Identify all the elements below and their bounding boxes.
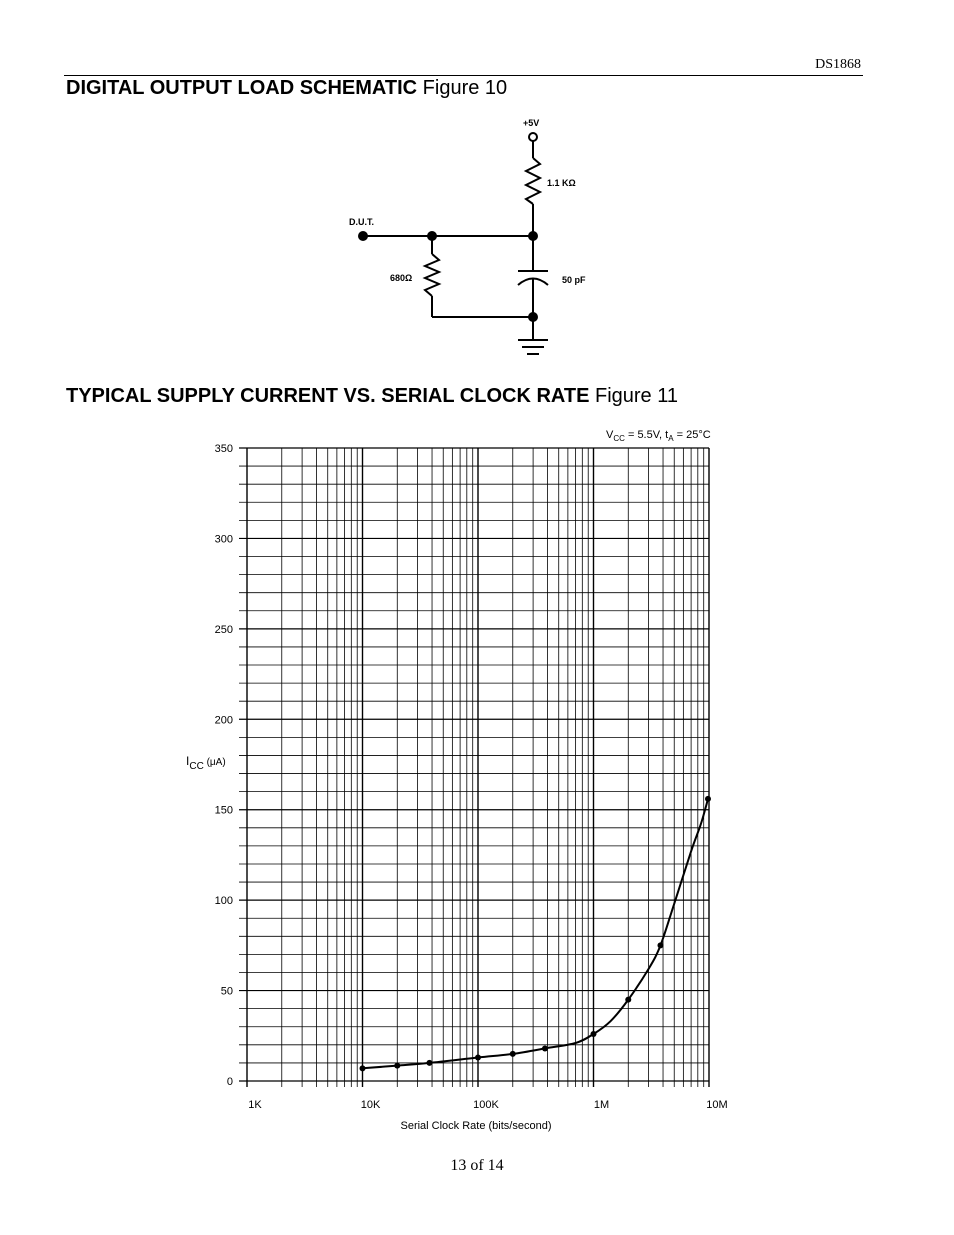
- y-tick-label: 200: [214, 714, 233, 727]
- y-tick-label: 300: [214, 533, 233, 546]
- x-tick-label: 10M: [706, 1099, 728, 1111]
- data-point: [625, 997, 631, 1003]
- document-id: DS1868: [815, 57, 861, 72]
- y-tick-label: 100: [214, 895, 233, 908]
- figure11-heading: [66, 385, 678, 408]
- data-point: [542, 1045, 548, 1051]
- figure10-title: DIGITAL OUTPUT LOAD SCHEMATIC: [66, 77, 418, 99]
- supply-label: +5V: [523, 118, 540, 128]
- y-axis-label: $I_{CC}$ $^{(\mu A)}$: [186, 754, 226, 772]
- data-point: [705, 796, 711, 802]
- x-tick-labels: [248, 1099, 727, 1111]
- y-tick-label: 250: [214, 623, 233, 636]
- series-curve: [363, 799, 709, 1068]
- chart-grid: [239, 448, 709, 1087]
- data-point: [475, 1054, 481, 1060]
- y-tick-label: 0: [226, 1076, 233, 1088]
- y-tick-label: 150: [214, 804, 233, 817]
- supply-current-chart: [180, 422, 740, 1142]
- x-tick-label: 1K: [248, 1099, 262, 1111]
- figure11-title: TYPICAL SUPPLY CURRENT VS. SERIAL CLOCK RATE: [66, 385, 590, 407]
- y-tick-label: 350: [214, 443, 233, 455]
- x-axis-label: Serial Clock Rate (bits/second): [400, 1120, 552, 1132]
- y-tick-label: 50: [220, 985, 233, 998]
- header-rule: [64, 75, 863, 76]
- condition-label: $V_{CC} = 5.5V$, $t_A = 25^\circ C$: [606, 429, 711, 443]
- page-number: 13 of 14: [450, 1157, 504, 1174]
- resistor-680: [425, 254, 439, 296]
- data-point: [394, 1063, 400, 1069]
- r2-label: 680Ω: [390, 273, 413, 283]
- load-schematic: [345, 112, 590, 362]
- resistor-1k1: [526, 158, 540, 204]
- figure10-label: Figure 10: [422, 77, 508, 99]
- x-tick-label: 1M: [593, 1099, 610, 1111]
- figure10-heading: [66, 77, 507, 100]
- supply-terminal: [529, 133, 537, 141]
- x-tick-label: 10K: [360, 1099, 381, 1111]
- figure11-label: Figure 11: [594, 385, 678, 407]
- data-point: [360, 1065, 366, 1071]
- cap-label: 50 pF: [562, 275, 586, 285]
- data-points: [360, 796, 711, 1071]
- data-point: [426, 1060, 432, 1066]
- r1-label: 1.1 KΩ: [547, 178, 576, 188]
- data-point: [591, 1031, 597, 1037]
- dut-label: D.U.T.: [349, 217, 375, 227]
- x-tick-label: 100K: [473, 1099, 499, 1111]
- data-point: [510, 1051, 516, 1057]
- data-point: [657, 942, 663, 948]
